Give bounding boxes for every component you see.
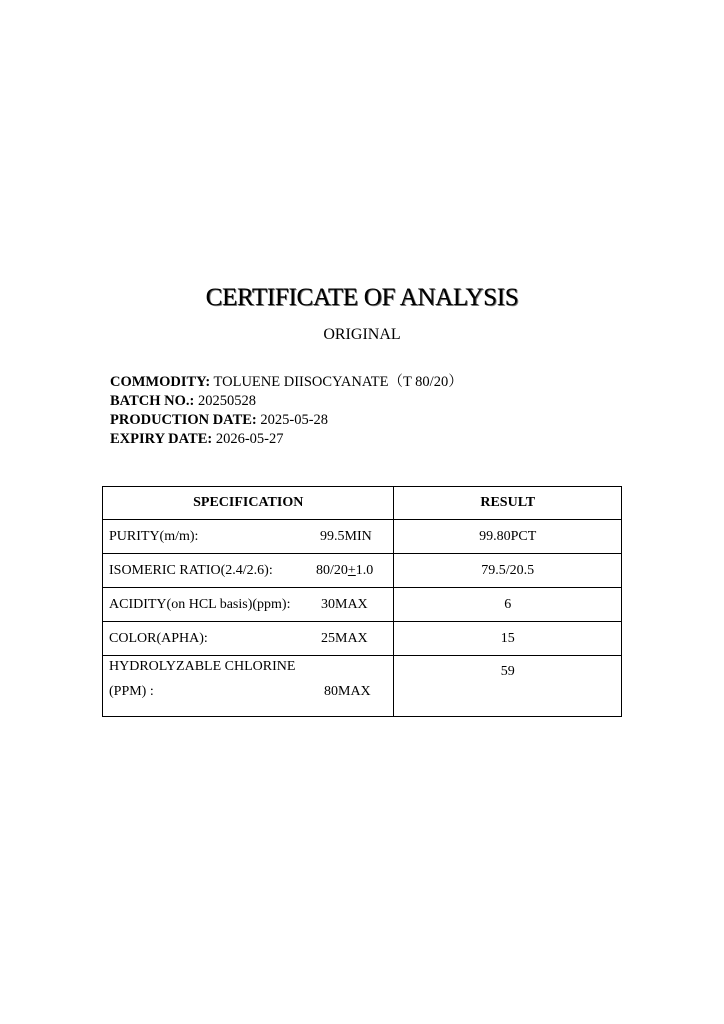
product-info	[110, 373, 463, 449]
parameter-name-unit: (PPM) :	[109, 684, 154, 699]
commodity-value: TOLUENE DIISOCYANATE（T 80/20）	[213, 374, 463, 390]
result-value: 6	[394, 588, 622, 622]
parameter-name: COLOR(APHA):	[109, 630, 208, 646]
batch-label: BATCH NO.:	[110, 393, 195, 409]
production-date-label: PRODUCTION DATE:	[110, 412, 257, 428]
table-row	[103, 554, 622, 588]
spec-limit-ratio: 80/20	[316, 562, 348, 578]
parameter-name: ISOMERIC RATIO(2.4/2.6):	[109, 562, 273, 578]
spec-limit: 80MAX	[324, 684, 371, 699]
table-header-row	[103, 487, 622, 520]
batch-line	[110, 392, 463, 411]
spec-limit-tolerance: 1.0	[355, 562, 374, 578]
document-subtitle: ORIGINAL	[323, 326, 401, 343]
document-title: CERTIFICATE OF ANALYSIS	[205, 284, 519, 311]
spec-limit: 30MAX	[321, 596, 368, 612]
batch-value: 20250528	[197, 393, 256, 409]
commodity-line	[110, 373, 463, 392]
table-row	[103, 520, 622, 554]
spec-limit: 25MAX	[321, 630, 368, 646]
analysis-table	[102, 486, 622, 717]
expiry-date-label: EXPIRY DATE:	[110, 431, 213, 447]
parameter-name: ACIDITY(on HCL basis)(ppm):	[109, 596, 291, 612]
result-value: 15	[394, 622, 622, 656]
specification-header: SPECIFICATION	[103, 487, 394, 520]
result-value: 79.5/20.5	[394, 554, 622, 588]
result-value: 59	[500, 664, 515, 679]
spec-limit	[316, 563, 373, 579]
parameter-name: HYDROLYZABLE CHLORINE	[109, 659, 296, 674]
table-row	[103, 588, 622, 622]
parameter-name: PURITY(m/m):	[109, 528, 199, 544]
result-value: 99.80PCT	[394, 520, 622, 554]
production-date-value: 2025-05-28	[260, 412, 329, 428]
commodity-label: COMMODITY:	[110, 374, 211, 390]
expiry-date-value: 2026-05-27	[215, 431, 284, 447]
spec-limit: 99.5MIN	[320, 528, 372, 544]
result-header: RESULT	[394, 487, 622, 520]
plus-minus-sign: +	[347, 562, 356, 578]
table-row	[103, 656, 622, 717]
expiry-date-line	[110, 430, 463, 449]
production-date-line	[110, 411, 463, 430]
table-row	[103, 622, 622, 656]
